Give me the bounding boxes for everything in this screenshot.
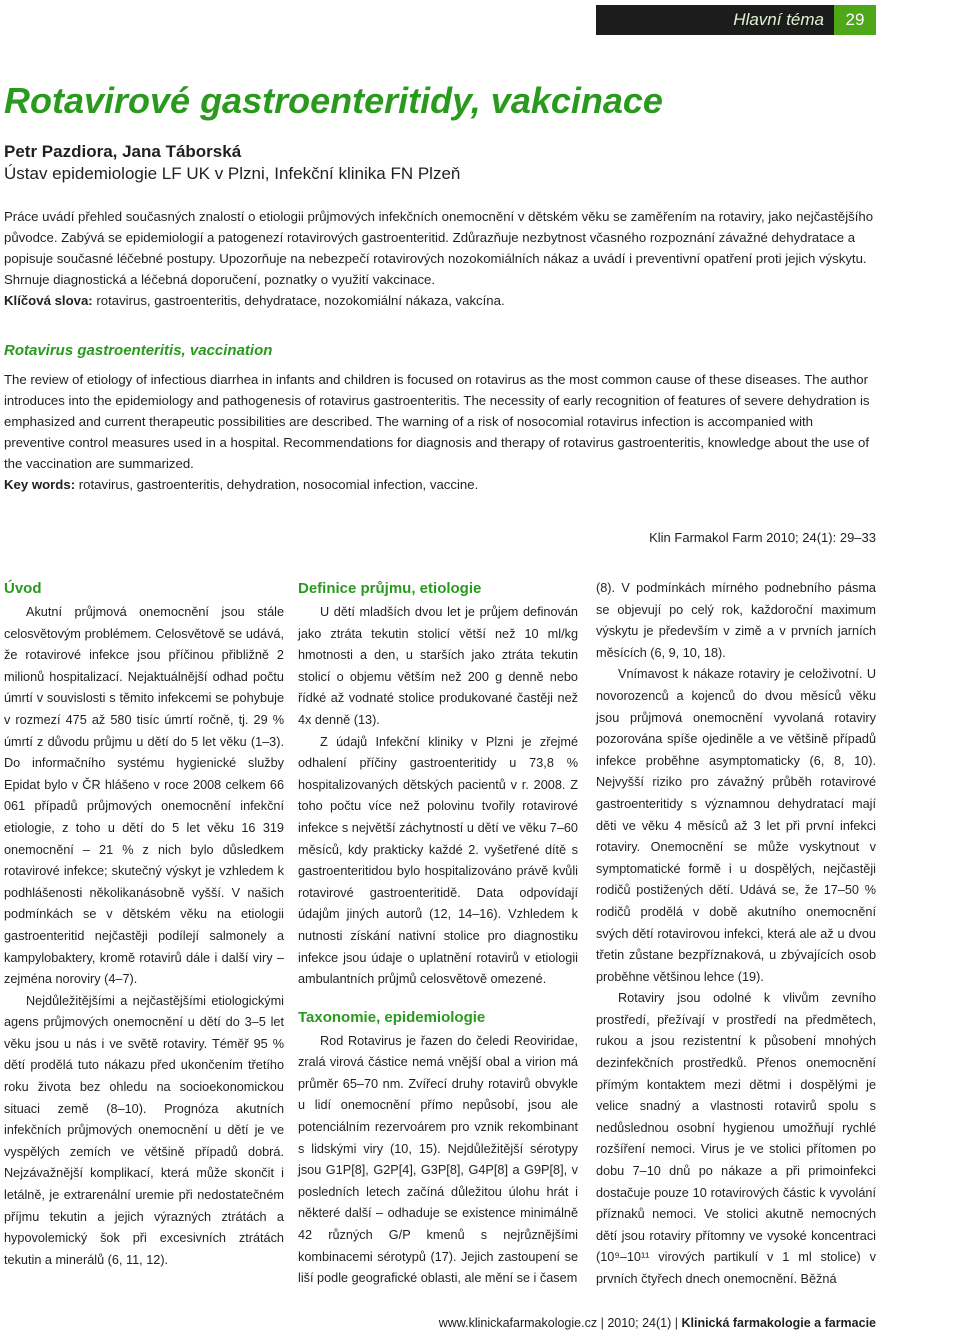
heading-taxonomie: Taxonomie, epidemiologie (298, 1008, 486, 1026)
paragraph-col3-1: (8). V podmínkách mírného podnebního pásma se objevují po celý rok, každoroční maximum výskytu je především v zimě a v prvních jarních měsících (6, 9, 10, 18). (596, 581, 876, 660)
english-title: Rotavirus gastroenteritis, vaccination (4, 342, 273, 359)
footer-separator: | (674, 1316, 678, 1330)
keywords-english-list: rotavirus, gastroenteritis, dehydration, nosocomial infection, vaccine. (75, 477, 479, 492)
heading-definice: Definice průjmu, etiologie (298, 580, 482, 597)
body-column-2 (298, 578, 578, 1290)
section-header-bar (596, 5, 876, 35)
footer-website[interactable]: www.klinickafarmakologie.cz (438, 1316, 598, 1330)
paragraph-uvod-2: Nejdůležitějšími a nejčastějšími etiologickými agens průjmových onemocnění u dětí do 3–5 let věku jsou u nás i ve světě rotaviry. Téměř 95 % dětí prodělá tuto nákazu před ukončením třetího roku života bez ohledu na socioekonomickou situaci země (8–10). Prognóza akutních infekčních průjmových onemocnění u dětí je ve vyspělých zemích ve většině případů dobrá. Nejzávažnější komplikací, která může skončit i letálně, je extrarenální uremie při nedostatečném příjmu tekutin a jejich výrazných ztrátách a hypovolemický šok při excesivních ztrátách tekutin a minerálů (6, 11, 12). (4, 993, 284, 1267)
abstract-czech-text: Práce uvádí přehled současných znalostí o etiologii průjmových infekčních onemocnění v dětském věku se zaměřením na rotaviry, jako nejčastějšího původce. Zabývá se epidemiologií a patogenezí rotavirových gastroenteritid. Zdůrazňuje nezbytnost včasného rozpoznání závažné dehydratace a popisuje současné léčebné postupy. Upozorňuje na nebezpečí rotavirových nozokomiálních nákaz a uvádí i preventivní opatření proti jejich výskytu. Shrnuje diagnostická a léčebná doporučení, poznatky o využití vakcinace. (4, 209, 874, 287)
abstract-czech (4, 206, 876, 311)
article-title: Rotavirové gastroenteritidy, vakcinace (4, 80, 663, 121)
body-column-1 (4, 578, 284, 1271)
keywords-english (4, 474, 876, 495)
footer-issue: 2010; 24(1) (607, 1316, 672, 1330)
paragraph-col3-2: Vnímavost k nákaze rotaviry je celoživotní. U novorozenců a kojenců do dvou měsíců věku jsou průjmová onemocnění vyvolaná rotaviry pozorována spíše ojediněle a ve většině případů infekce proběhne asymptomaticky (6, 8, 10). Nejvyšší riziko pro závažný průběh rotavirové gastroenteritidy s významnou dehydratací mají děti ve věku 4 měsíců až 3 let při první infekci rotaviry. Onemocnění se může vyskytnout v symptomatické formě i u dospělých, nejčastěji rodičů postižených dětí. Udává se, že 17–50 % rodičů prodělá v době akutního onemocnění svých dětí rotavirovou infekci, která ale až u dvou třetin zůstane bezpříznaková, u zbývajících osob proběhne většinou lehce (19). (596, 667, 876, 984)
paragraph-definice-2: Z údajů Infekční kliniky v Plzni je zřejmé odhalení příčiny gastroenteritidy u 73,8 % hospitalizovaných dětských pacientů v r. 2008. Z toho počtu více než polovinu tvořily rotavirové infekce s největší záchytností u dětí ve věku 7–60 měsíců, kdy prakticky každé 2. vyšetřené dítě s gastroenteritidou bylo hospitalizováno právě kvůli rotavirové gastroenteritidě. Data odpovídají údajům jiných autorů (12, 14–16). Vzhledem k nutnosti získání nativní stolice pro diagnostiku infekce jsou údaje o uplatnění rotavirů v etiologii ambulantních průjmů celosvětově omezené. (298, 734, 578, 987)
paragraph-definice-1: U dětí mladších dvou let je průjem definován jako ztráta tekutin stolicí větší než 10 ml/kg hmotnosti a den, u starších jako ztráta tekutin stolicí o objemu větším než 200 g denně nebo řídké až vodnaté stolice produkované častěji než 4x denně (13). (298, 605, 578, 727)
article-authors: Petr Pazdiora, Jana Táborská (4, 142, 242, 161)
body-column-3 (596, 578, 876, 1291)
section-title: Hlavní téma (733, 10, 824, 29)
abstract-english-text: The review of etiology of infectious diarrhea in infants and children is focused on rotavirus as the most common cause of these diseases. The author introduces into the epidemiology and pathogenesis of rotavirus gastroenteritis. The necessity of early recognition of features of severe dehydration is emphasized and current therapeutic possibilities are described. The warning of a risk of nosocomial rotavirus infection is accompanied with preventive control measures used in a hospital. Recommendations for diagnosis and therapy of rotavirus gastroenteritis, knowledge about the use of the vaccination are summarized. (4, 372, 870, 471)
keywords-czech-label: Klíčová slova: (4, 293, 93, 308)
footer-journal: Klinická farmakologie a farmacie (681, 1316, 876, 1330)
paragraph-uvod-1: Akutní průjmová onemocnění jsou stále celosvětovým problémem. Celosvětově se udává, že rotavirové infekce jsou příčinou přibližně 2 milionů hospitalizací. Nejaktuálnější odhad počtu úmrtí v souvislosti s těmito infekcemi se pohybuje v rozmezí 475 až 580 tisíc úmrtí ročně, tj. 29 % úmrtí z důvodu průjmu u dětí do 5 let věku (1–3). Do informačního systému hygienické služby Epidat bylo v ČR hlášeno v roce 2008 celkem 66 061 případů průjmových onemocnění infekční etiologie, z toho u dětí do 5 let věku 16 319 onemocnění – 21 % z nich bylo důsledkem rotavirové infekce; skutečný výskyt je vzhledem k podhlášenosti několikanásobně vyšší. V našich podmínkách se v dětském věku na etiologii gastroenteritid nejčastěji podílejí salmonely a kampylobaktery, kromě rotavirů dále i další viry – zejména noroviry (4–7). (4, 605, 284, 987)
article-affiliation: Ústav epidemiologie LF UK v Plzni, Infekční klinika FN Plzeň (4, 164, 461, 183)
page-footer (395, 1316, 876, 1330)
keywords-czech (4, 290, 876, 311)
heading-uvod: Úvod (4, 580, 42, 597)
footer-separator: | (600, 1316, 604, 1330)
abstract-english (4, 369, 876, 495)
keywords-english-label: Key words: (4, 477, 76, 492)
keywords-czech-list: rotavirus, gastroenteritis, dehydratace, nozokomiální nákaza, vakcína. (92, 293, 505, 308)
page-number: 29 (834, 5, 876, 35)
paragraph-taxonomie-1: Rod Rotavirus je řazen do čeledi Reoviridae, zralá virová částice nemá vnější obal a virion má průměr 65–70 nm. Zvířecí druhy rotavirů obvykle u lidí onemocnění přímo nepůsobí, jsou ale potenciálním rezervoárem pro vznik rekombinant s lidskými viry (10, 15). Nejdůležitější sérotypy jsou G1P[8], G2P[4], G3P[8], G4P[8] a G9P[8], v posledních letech začíná důležitou úlohu hrát i některé další – odhaduje se existence minimálně 42 různých G/P kmenů s nejrůznějšími kombinacemi sérotypů (17). Jejich zastoupení se liší podle geografické oblasti, ale mění se i časem (298, 1033, 578, 1286)
journal-citation: Klin Farmakol Farm 2010; 24(1): 29–33 (649, 530, 876, 545)
paragraph-col3-3: Rotaviry jsou odolné k vlivům zevního prostředí, přežívají v prostředí na předmětech, rukou a jsou rezistentní k působení mnohých dezinfekčních prostředků. Přenos onemocnění přímým kontaktem mezi dětmi i dospělými je velice snadný a vlastnosti rotavirů spolu s nedůslednou osobní hygienou umožňují rychlé rozšíření nemoci. Virus je ve stolici přítomen po dobu 7–10 dnů po nákaze a při primoinfekci dostačuje pouze 10 rotavirových částic k vyvolání příznaků nemoci. Ve stolici akutně nemocných dětí jsou rotaviry přítomny ve vysoké koncentraci (10⁹–10¹¹ virových partikulí v 1 ml stolice) v prvních čtyřech dnech onemocnění. Běžná (596, 991, 876, 1286)
